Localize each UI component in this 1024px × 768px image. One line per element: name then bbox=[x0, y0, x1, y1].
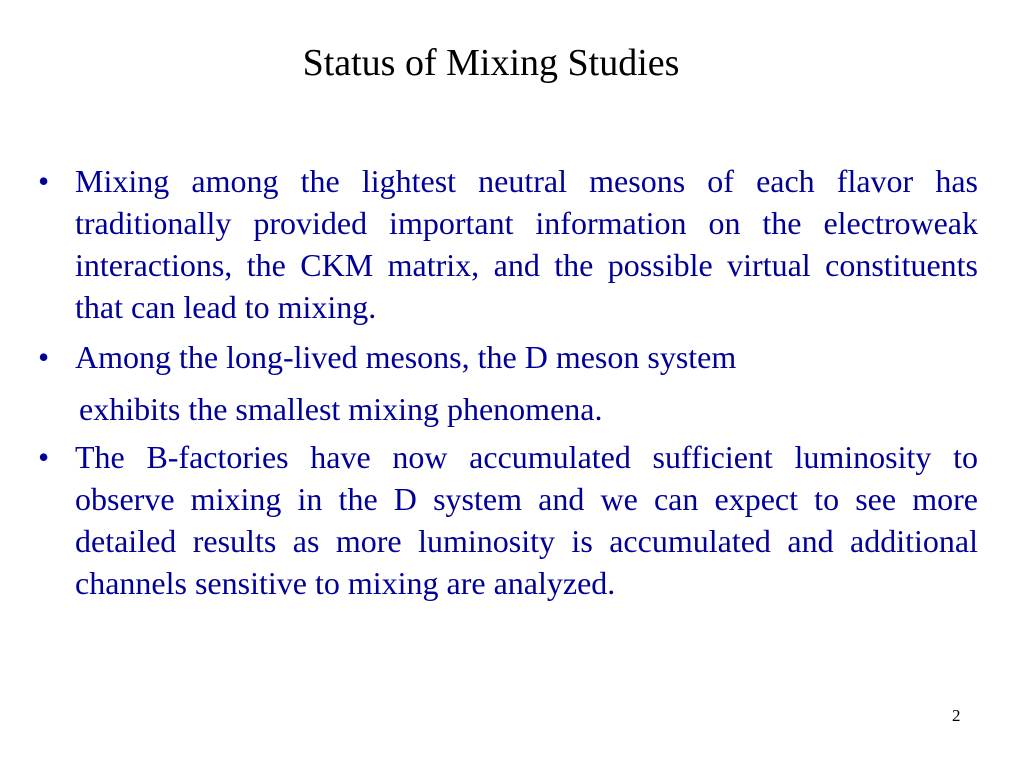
bullet-text: Mixing among the lightest neutral mesons of each flavor has traditionally provided important information on the electroweak interactions, the CKM matrix, and the possible virtual constituents that can lead to mixing. bbox=[75, 163, 978, 325]
slide-title: Status of Mixing Studies bbox=[302, 42, 680, 84]
bullet-text bbox=[75, 336, 978, 430]
bullet-item bbox=[38, 160, 978, 328]
bullet-list bbox=[38, 160, 978, 604]
bullet-text-line: Among the long-lived mesons, the D meson system bbox=[75, 339, 737, 375]
bullet-dot-icon: • bbox=[38, 339, 50, 375]
bullet-dot-icon: • bbox=[38, 439, 50, 475]
bullet-item bbox=[38, 336, 978, 430]
bullet-dot-icon: • bbox=[38, 163, 50, 199]
bullet-item bbox=[38, 436, 978, 604]
bullet-text: The B-factories have now accumulated sufficient luminosity to observe mixing in the D system and we can expect to see more detailed results as more luminosity is accumulated and additional channels sensitive to mixing are analyzed. bbox=[75, 439, 978, 601]
bullet-text-line: exhibits the smallest mixing phenomena. bbox=[79, 391, 603, 427]
page-number: 2 bbox=[952, 706, 961, 725]
